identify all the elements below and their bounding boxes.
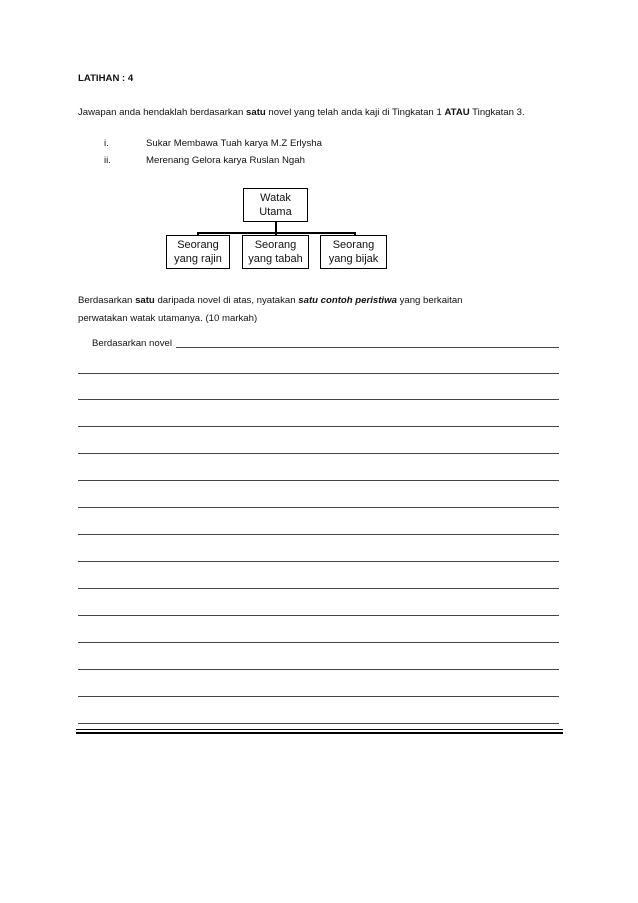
answer-line[interactable] xyxy=(78,399,559,400)
question-emphasis: satu contoh peristiwa xyxy=(298,295,397,306)
node-label: Seorang xyxy=(332,239,375,251)
node-label: yang tabah xyxy=(248,253,303,265)
answer-prefix: Berdasarkan novel xyxy=(92,338,172,349)
instruction-part: novel yang telah anda kaji di Tingkatan 1 xyxy=(265,107,445,118)
answer-line[interactable] xyxy=(78,453,559,454)
question-line: perwatakan watak utamanya. (10 markah) xyxy=(78,313,258,324)
novel-number: ii. xyxy=(104,155,111,166)
answer-line[interactable] xyxy=(78,723,559,724)
answer-line[interactable] xyxy=(78,615,559,616)
instruction-text xyxy=(78,106,568,120)
answer-line[interactable] xyxy=(78,696,559,697)
node-label: yang bijak xyxy=(328,253,379,265)
answer-line[interactable] xyxy=(176,347,559,348)
question-part: daripada novel di atas, nyatakan xyxy=(154,295,299,306)
novel-title: Merenang Gelora karya Ruslan Ngah xyxy=(146,155,305,166)
node-label: Utama xyxy=(259,206,292,218)
bottom-rule xyxy=(76,729,563,730)
answer-line[interactable] xyxy=(78,534,559,535)
answer-line[interactable] xyxy=(78,642,559,643)
node-label: Seorang xyxy=(254,239,297,251)
node-label: Watak xyxy=(260,192,291,204)
instruction-emphasis: ATAU xyxy=(444,107,470,118)
question-emphasis: satu xyxy=(135,295,155,306)
answer-line[interactable] xyxy=(78,669,559,670)
answer-line[interactable] xyxy=(78,561,559,562)
diagram-child-node xyxy=(320,235,387,269)
answer-line[interactable] xyxy=(78,507,559,508)
question-part: yang berkaitan xyxy=(396,295,463,306)
novel-list-item xyxy=(104,154,404,167)
diagram-child-node xyxy=(242,235,309,269)
instruction-part: Jawapan anda hendaklah berdasarkan xyxy=(78,107,247,118)
answer-line[interactable] xyxy=(78,426,559,427)
diagram-root-node xyxy=(243,188,308,222)
diagram-child-node xyxy=(166,235,230,269)
instruction-emphasis: satu xyxy=(246,107,266,118)
exercise-title: LATIHAN : 4 xyxy=(78,73,134,84)
bottom-rule xyxy=(76,732,563,734)
node-label: Seorang xyxy=(177,239,219,251)
answer-line[interactable] xyxy=(78,480,559,481)
novel-title: Sukar Membawa Tuah karya M.Z Erlysha xyxy=(146,138,322,149)
answer-line[interactable] xyxy=(78,373,559,374)
instruction-part: Tingkatan 3. xyxy=(469,107,525,118)
question-text xyxy=(78,292,463,328)
novel-number: i. xyxy=(104,138,109,149)
node-label: yang rajin xyxy=(174,253,222,265)
answer-line[interactable] xyxy=(78,588,559,589)
novel-list-item xyxy=(104,137,404,150)
question-part: Berdasarkan xyxy=(78,295,136,306)
